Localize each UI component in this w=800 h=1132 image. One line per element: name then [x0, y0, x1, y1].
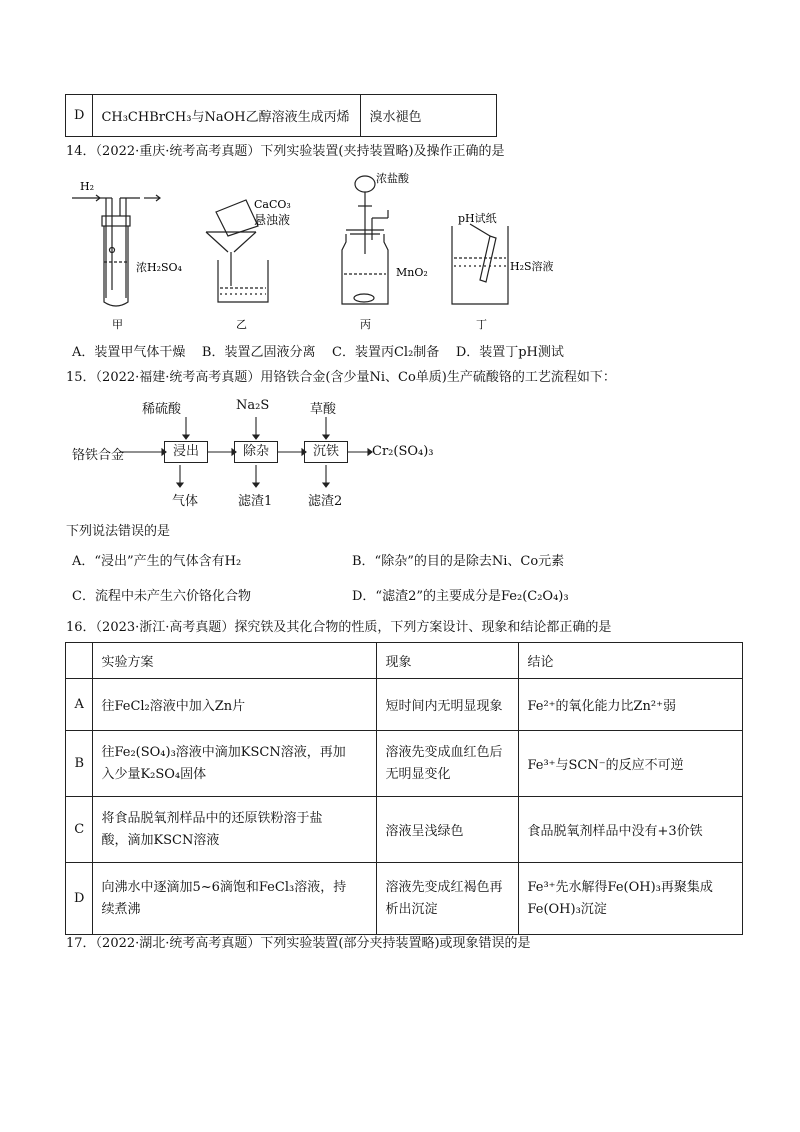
flow-product: Cr₂(SO₄)₃ [372, 444, 434, 459]
caco3-label: CaCO₃ [254, 198, 291, 211]
header-conclusion: 结论 [519, 643, 743, 679]
q15-option-d[interactable]: D．“滤渣2”的主要成分是Fe₂(C₂O₄)₃ [352, 589, 569, 604]
flow-arrows [60, 395, 380, 495]
output-3: 滤渣2 [308, 494, 343, 509]
q15-option-a[interactable]: A．“浸出”产生的气体含有H₂ [72, 554, 242, 569]
previous-question-table [65, 94, 497, 137]
q14-option-d[interactable]: D．装置丁pH测试 [455, 345, 564, 360]
ph-paper-label: pH试纸 [458, 212, 497, 225]
conc-h2so4-label: 浓H₂SO₄ [136, 261, 182, 274]
apparatus-label-bing: 丙 [360, 318, 371, 331]
header-plan: 实验方案 [93, 643, 377, 679]
apparatus-label-ding: 丁 [476, 318, 487, 331]
mno2-label: MnO₂ [396, 266, 428, 279]
apparatus-jia [72, 195, 160, 306]
apparatus-bing [342, 176, 388, 304]
output-1: 气体 [172, 494, 199, 509]
table-row: D 向沸水中逐滴加5~6滴饱和FeCl₃溶液，持 续煮沸 溶液先变成红褐色再 析出沉淀 Fe³⁺先水解得Fe(OH)₃再聚集成 Fe(OH)₃沉淀 [66, 863, 743, 935]
q15-question: 下列说法错误的是 [66, 524, 171, 539]
flow-start: 铬铁合金 [72, 448, 125, 463]
q15-option-c[interactable]: C．流程中未产生六价铬化合物 [72, 589, 251, 604]
q14-option-b[interactable]: B．装置乙固液分离 [201, 345, 316, 360]
q16-table [65, 642, 743, 935]
apparatus-label-yi: 乙 [236, 318, 247, 331]
suspension-label: 悬浊液 [254, 213, 291, 227]
step-purify: 除杂 [234, 441, 278, 463]
row-label: D [66, 95, 93, 137]
table-row: C 将食品脱氧剂样品中的还原铁粉溶于盐 酸，滴加KSCN溶液 溶液呈浅绿色 食品脱氧剂样品中没有+3价铁 [66, 797, 743, 863]
h2s-label: H₂S溶液 [510, 260, 554, 273]
q14-option-a[interactable]: A．装置甲气体干燥 [72, 345, 186, 360]
table-header-row [66, 643, 743, 679]
q15-option-b[interactable]: B．“除杂”的目的是除去Ni、Co元素 [352, 554, 565, 569]
table-row: B 往Fe₂(SO₄)₃溶液中滴加KSCN溶液，再加 入少量K₂SO₄固体 溶液先变成血红色后 无明显变化 Fe³⁺与SCN⁻的反应不可逆 [66, 731, 743, 797]
header-phenomenon: 现象 [377, 643, 519, 679]
step-precipitate-iron: 沉铁 [304, 441, 348, 463]
phenomenon-cell: 溴水褪色 [361, 95, 497, 137]
conc-hcl-label: 浓盐酸 [376, 172, 409, 185]
step-leach: 浸出 [164, 441, 208, 463]
reagent-3: 草酸 [310, 402, 337, 417]
q14-apparatus-figure [66, 170, 626, 338]
output-2: 滤渣1 [238, 494, 273, 509]
q17-stem: 17．（2022·湖北·统考高考真题）下列实验装置(部分夹持装置略)或现象错误的是 [66, 936, 531, 951]
reagent-2: Na₂S [236, 398, 270, 413]
reaction-cell: CH₃CHBrCH₃与NaOH乙醇溶液生成丙烯 [93, 95, 361, 137]
reagent-1: 稀硫酸 [142, 402, 182, 417]
h2-label: H₂ [80, 180, 95, 193]
q16-stem: 16．（2023·浙江·高考真题）探究铁及其化合物的性质，下列方案设计、现象和结论都正确的是 [66, 620, 612, 635]
apparatus-ding [452, 224, 508, 304]
q14-options [72, 343, 564, 363]
apparatus-label-jia: 甲 [112, 318, 123, 331]
q14-stem: 14．（2022·重庆·统考高考真题）下列实验装置(夹持装置略)及操作正确的是 [66, 144, 505, 159]
q15-stem: 15．（2022·福建·统考高考真题）用铬铁合金(含少量Ni、Co单质)生产硫酸铬的工艺流程如下： [66, 370, 616, 385]
q14-option-c[interactable]: C．装置丙Cl₂制备 [332, 345, 440, 360]
table-row: A 往FeCl₂溶液中加入Zn片 短时间内无明显现象 Fe²⁺的氧化能力比Zn²⁺弱 [66, 679, 743, 731]
